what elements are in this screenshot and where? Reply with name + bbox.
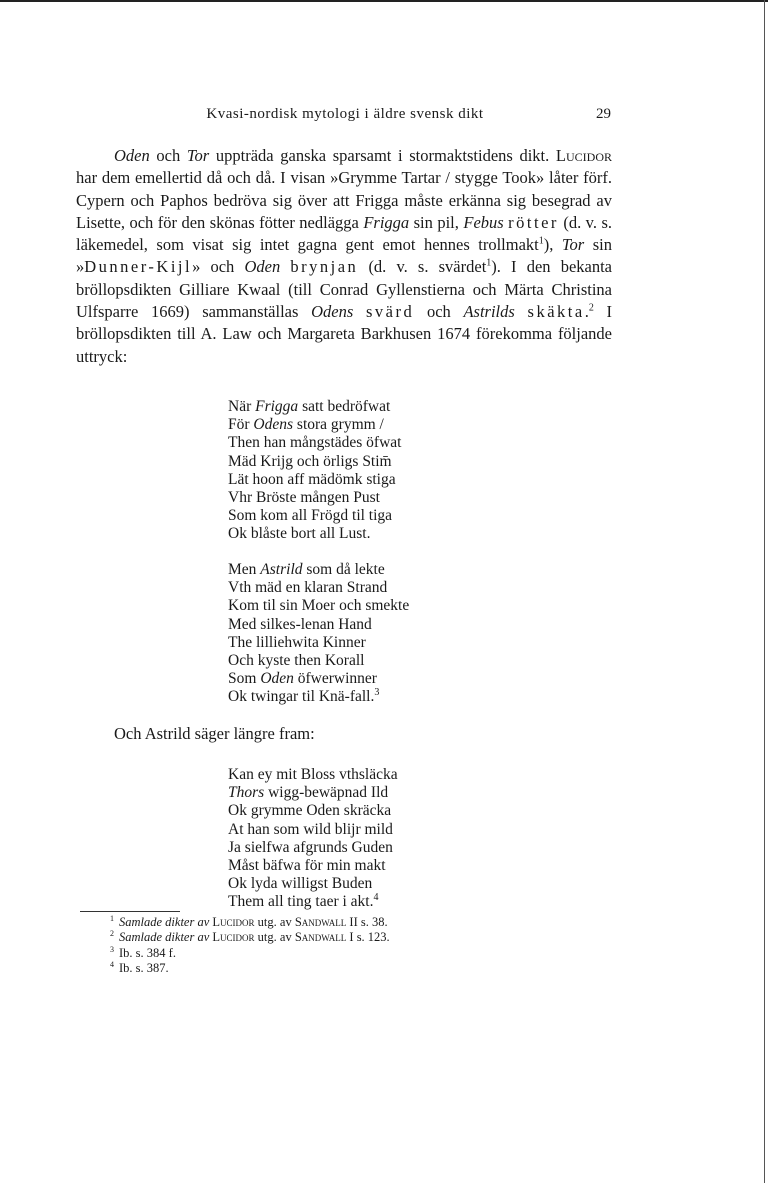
author-name: Lucidor (212, 930, 255, 945)
text-run: utg. av (254, 915, 295, 929)
spaced-brynjan: brynjan (290, 257, 359, 277)
footnote-text: Ib. s. 384 f. (119, 945, 176, 960)
name-tor: Tor (186, 146, 210, 165)
text-run: har dem emellertid då och då. I visan »Grymme Tartar / stygge Took» låter förf. Cypern och Paphos bedröva sig över att Frigga måste erkänna sig besegrad av Lisette, och för den skönas fötter nedlägga (76, 168, 612, 232)
poem-line: Och kyste then Korall (228, 652, 365, 670)
footnote-text: Ib. s. 387. (119, 961, 169, 976)
poem-line: Ok grymme Oden skräcka (228, 802, 392, 820)
poem-line: Vhr Bröste mången Pust (228, 489, 380, 507)
work-title: Samlade dikter (119, 930, 195, 945)
author-lucidor: Lucidor (555, 146, 612, 165)
work-title: Samlade dikter (119, 915, 195, 929)
main-text (76, 145, 612, 368)
poem-line: Ok blåste bort all Lust. (228, 525, 371, 543)
poem-line (228, 893, 398, 911)
name-frigga: Frigga (363, 212, 410, 232)
text-run: ). I den bekanta bröllopsdikten Gilliare Kwaal (till Conrad Gyllenstierna och Märta Christina Ulfsparre 1669) sammanställas (76, 257, 612, 322)
footnote-ref: 1 (486, 257, 492, 269)
name-oden: Oden (114, 146, 150, 165)
poem-stanza-2 (228, 561, 409, 707)
footnote-rule (80, 911, 180, 912)
poem-line: Med silkes-lenan Hand (228, 615, 372, 633)
footnote-number: 2 (110, 929, 114, 939)
running-title: Kvasi-nordisk mytologi i äldre svensk dikt (206, 106, 484, 122)
footnote-ref: 1 (538, 235, 544, 247)
text-run: Them all ting taer i akt. (228, 893, 374, 911)
text-run: ), (543, 235, 562, 255)
text-run (515, 302, 528, 321)
footnote-3 (110, 946, 390, 961)
poem-line (228, 416, 401, 434)
text-run: II s. 38. (346, 915, 388, 929)
paragraph-1 (76, 145, 612, 368)
poem-line: Ok lyda willigst Buden (228, 875, 373, 893)
editor-name: Sandwall (294, 915, 347, 929)
name-astrilds: Astrilds (463, 302, 515, 322)
name-frigga: Frigga (255, 398, 299, 415)
poem-line: Mäd Krijg och örligs Stim̄ (228, 452, 392, 470)
poem-stanza-3 (228, 766, 398, 912)
text-run: sin » (76, 235, 612, 277)
footnote-number: 4 (110, 960, 114, 970)
text-run: öfwerwinner (293, 670, 377, 688)
text-run: och (414, 302, 464, 322)
footnotes (110, 915, 390, 977)
text-run: av (194, 930, 213, 945)
poem-line: Vth mäd en klaran Strand (228, 579, 388, 597)
name-odens: Odens (253, 416, 294, 434)
poem-line (228, 688, 409, 706)
page-right-edge (764, 0, 765, 1183)
footnote-1 (110, 915, 390, 930)
poem-line (228, 398, 401, 416)
text-run: satt bedröfwat (298, 398, 391, 415)
poem-line (228, 561, 409, 579)
poem-line: Måst bäfwa för min makt (228, 857, 386, 875)
spaced-skakta: skäkta (527, 302, 585, 322)
footnote-ref: 3 (374, 687, 380, 699)
text-run: I s. 123. (346, 930, 390, 945)
text-run: När (228, 398, 256, 415)
text-run: utg. av (254, 930, 295, 945)
text-run: Men (228, 561, 261, 578)
text-run: wigg-bewäpnad Ild (264, 784, 389, 802)
poem-line: At han som wild blijr mild (228, 820, 393, 838)
text-run: uppträda ganska sparsamt i stormaktstidens dikt. (209, 146, 556, 165)
page-top-edge (0, 0, 768, 2)
name-odens: Odens (311, 302, 354, 322)
text-run: (d. v. s. läkemedel, som visat sig intet gagna gent emot hennes trollmakt (76, 212, 612, 255)
name-febus: Febus (463, 212, 504, 232)
name-oden: Oden (244, 257, 281, 277)
text-run: stora grymm / (293, 416, 384, 434)
spaced-svard: svärd (366, 302, 415, 322)
text-run: I bröllopsdikten till A. Law och Margareta Barkhusen 1674 förekomma följande uttryck: (76, 302, 613, 366)
text-run: av (194, 915, 213, 929)
text-run: Ok twingar til Knä-fall. (228, 688, 375, 706)
name-oden: Oden (260, 670, 294, 688)
text-run: För (228, 416, 254, 434)
editor-name: Sandwall (294, 930, 347, 945)
poem-line: Som kom all Frögd til tiga (228, 507, 393, 525)
footnote-ref: 2 (588, 302, 594, 314)
spaced-rotter: rötter (508, 212, 559, 232)
poem-line: Kan ey mit Bloss vthsläcka (228, 766, 398, 783)
page-number: 29 (596, 106, 611, 122)
poem-line (228, 670, 409, 688)
spaced-dunner-kijl: Dunner-Kijl (84, 257, 193, 277)
name-tor: Tor (561, 235, 585, 255)
running-header (76, 106, 614, 128)
name-astrild: Astrild (260, 561, 303, 578)
footnote-number: 1 (110, 913, 114, 923)
text-run (280, 257, 290, 276)
text-run: som då lekte (302, 561, 385, 578)
footnote-4 (110, 961, 390, 976)
paragraph-2: Och Astrild säger längre fram: (114, 724, 315, 743)
text-run: . (584, 302, 589, 322)
footnote-2 (110, 930, 390, 945)
text-run (353, 302, 366, 321)
poem-line: Kom til sin Moer och smekte (228, 597, 410, 615)
author-name: Lucidor (212, 915, 255, 929)
text-run: » och (192, 257, 245, 277)
text-run: och (149, 146, 187, 165)
text-run: (d. v. s. svärdet (358, 257, 487, 277)
poem-line (228, 784, 398, 802)
poem-stanza-1 (228, 398, 401, 544)
poem-line: The lilliehwita Kinner (228, 633, 366, 651)
poem-line: Then han mångstädes öfwat (228, 434, 402, 452)
footnote-number: 3 (110, 944, 114, 954)
footnote-ref: 4 (373, 892, 379, 904)
text-run: Som (228, 670, 261, 688)
text-run: sin pil, (409, 212, 464, 232)
poem-line: Ja sielfwa afgrunds Guden (228, 838, 393, 856)
poem-line: Lät hoon aff mädömk stiga (228, 470, 396, 488)
name-thors: Thors (228, 784, 265, 802)
